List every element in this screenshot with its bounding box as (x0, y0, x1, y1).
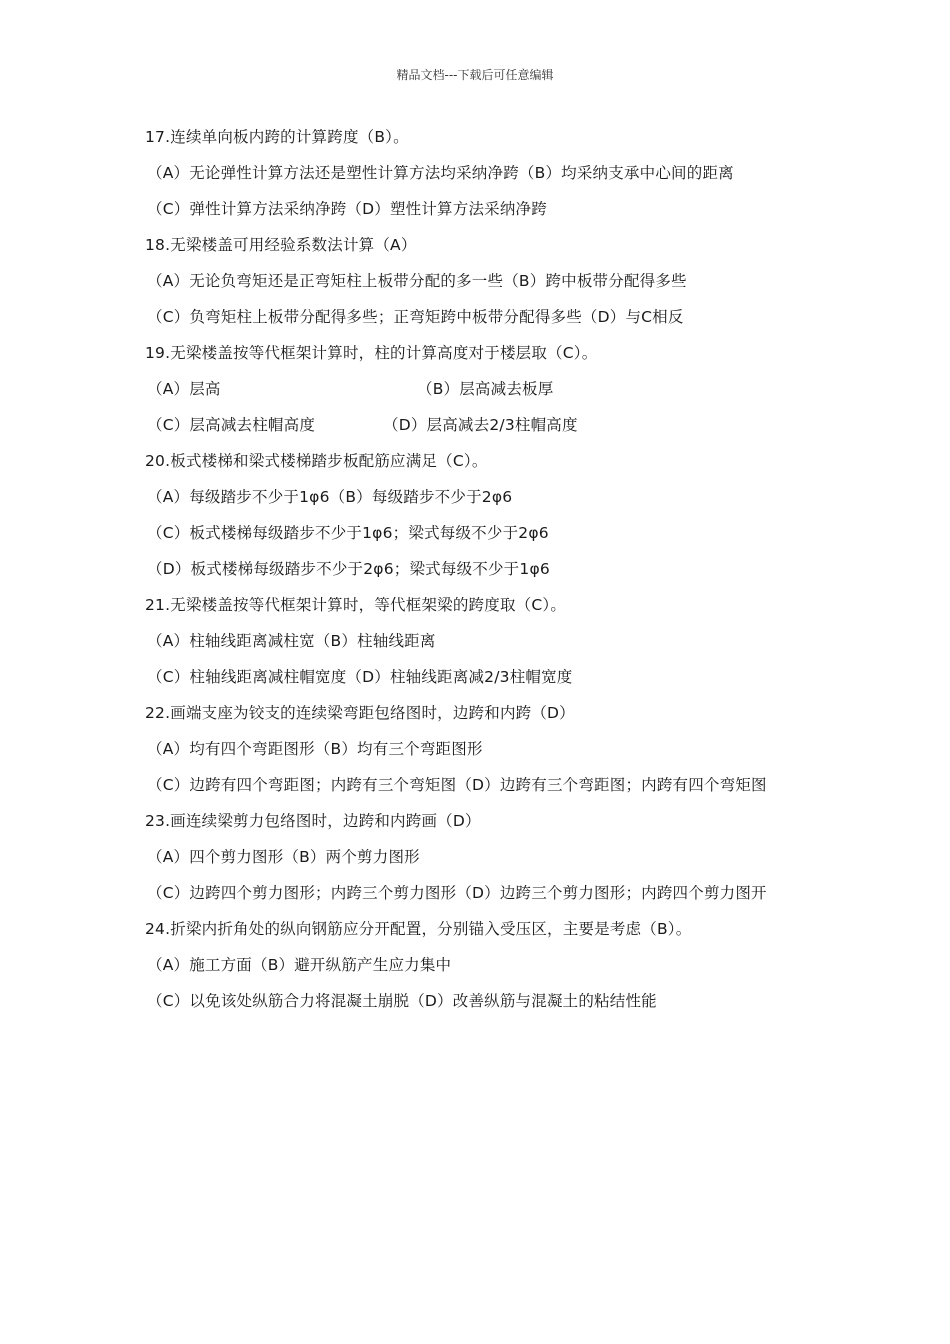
question-24-options-line-1: （A）施工方面（B）避开纵筋产生应力集中 (147, 956, 452, 974)
question-22-options-line-1: （A）均有四个弯距图形（B）均有三个弯距图形 (147, 740, 483, 758)
question-18-options-line-1: （A）无论负弯矩还是正弯矩柱上板带分配的多一些（B）跨中板带分配得多些 (147, 272, 687, 290)
question-19-options-line-1 (145, 376, 935, 412)
question-18-options-line-2: （C）负弯矩柱上板带分配得多些；正弯矩跨中板带分配得多些（D）与C相反 (147, 308, 684, 326)
question-17-options-line-1: （A）无论弹性计算方法还是塑性计算方法均采纳净跨（B）均采纳支承中心间的距离 (147, 164, 734, 182)
document-body (145, 124, 935, 1024)
question-23-options-line-1: （A）四个剪力图形（B）两个剪力图形 (147, 848, 420, 866)
question-19-option-d: （D）层高减去2/3柱帽高度 (383, 416, 578, 434)
question-19-option-a: （A）层高 (147, 380, 221, 398)
question-19-stem: 19.无梁楼盖按等代框架计算时，柱的计算高度对于楼层取（C）。 (145, 344, 598, 362)
question-20-options-line-1: （A）每级踏步不少于1φ6（B）每级踏步不少于2φ6 (147, 488, 513, 506)
question-17-stem: 17.连续单向板内跨的计算跨度（B）。 (145, 128, 409, 146)
question-22-options-line-2: （C）边跨有四个弯距图；内跨有三个弯矩图（D）边跨有三个弯距图；内跨有四个弯矩图 (147, 776, 767, 794)
question-18-stem: 18.无梁楼盖可用经验系数法计算（A） (145, 236, 417, 254)
question-24-options-line-2: （C）以免该处纵筋合力将混凝土崩脱（D）改善纵筋与混凝土的粘结性能 (147, 992, 657, 1010)
question-21-stem: 21.无梁楼盖按等代框架计算时，等代框架梁的跨度取（C）。 (145, 596, 567, 614)
question-20-stem: 20.板式楼梯和梁式楼梯踏步板配筋应满足（C）。 (145, 452, 488, 470)
question-23-options-line-2: （C）边跨四个剪力图形；内跨三个剪力图形（D）边跨三个剪力图形；内跨四个剪力图开 (147, 884, 767, 902)
question-21-options-line-2: （C）柱轴线距离减柱帽宽度（D）柱轴线距离减2/3柱帽宽度 (147, 668, 573, 686)
question-23-stem: 23.画连续梁剪力包络图时，边跨和内跨画（D） (145, 812, 481, 830)
question-24-stem: 24.折梁内折角处的纵向钢筋应分开配置，分别锚入受压区，主要是考虑（B）。 (145, 920, 692, 938)
question-22-stem: 22.画端支座为铰支的连续梁弯距包络图时，边跨和内跨（D） (145, 704, 575, 722)
question-19-option-c: （C）层高减去柱帽高度 (147, 416, 316, 434)
question-19-option-b: （B）层高减去板厚 (417, 380, 554, 398)
question-17-options-line-2: （C）弹性计算方法采纳净跨（D）塑性计算方法采纳净跨 (147, 200, 547, 218)
question-20-options-line-3: （D）板式楼梯每级踏步不少于2φ6；梁式每级不少于1φ6 (147, 560, 550, 578)
question-21-options-line-1: （A）柱轴线距离减柱宽（B）柱轴线距离 (147, 632, 436, 650)
page-header: 精品文档---下载后可任意编辑 (396, 68, 554, 82)
question-19-options-line-2 (145, 412, 935, 448)
question-20-options-line-2: （C）板式楼梯每级踏步不少于1φ6；梁式每级不少于2φ6 (147, 524, 549, 542)
